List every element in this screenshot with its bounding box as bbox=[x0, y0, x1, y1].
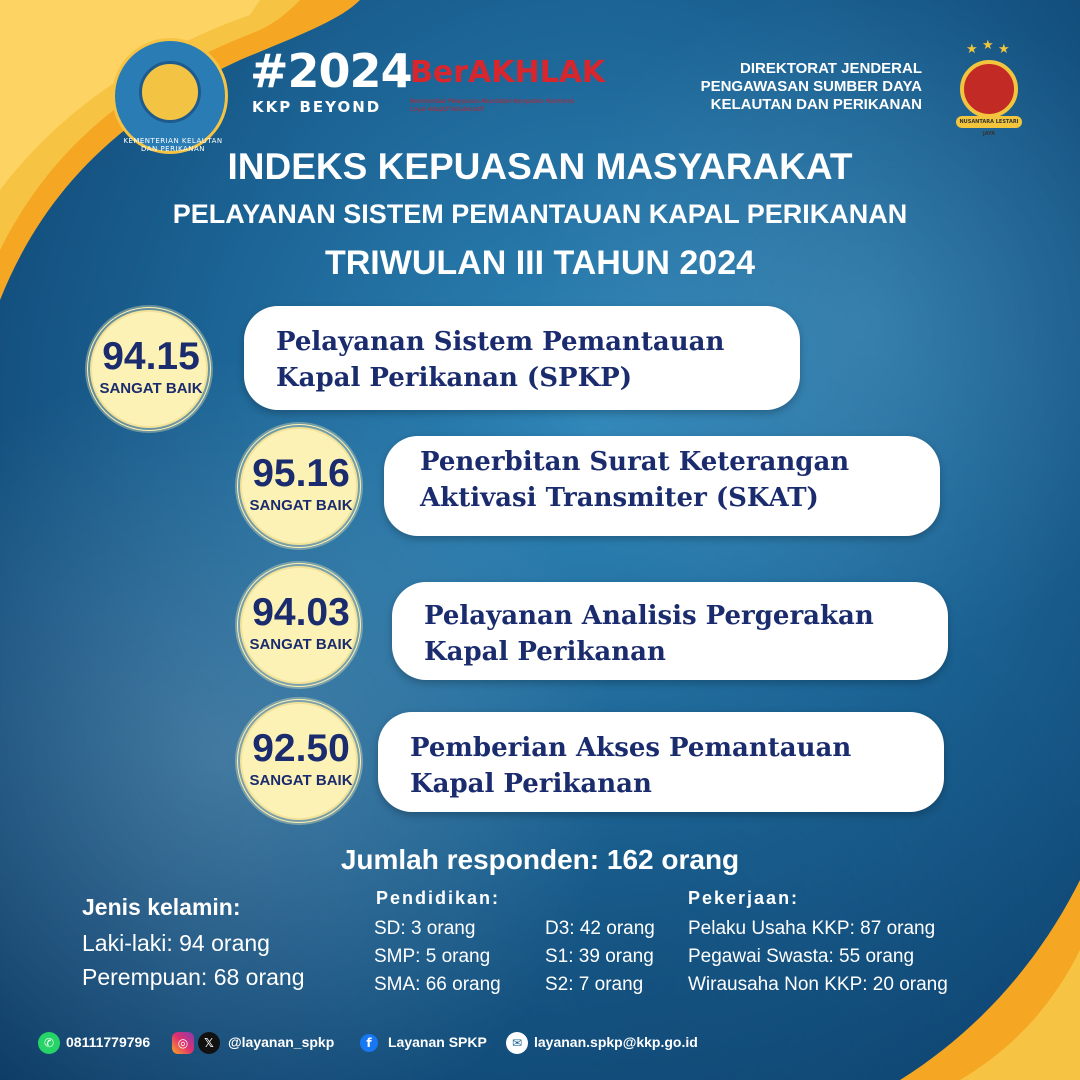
gender-item: Perempuan: 68 orang bbox=[82, 964, 305, 990]
period-title: TRIWULAN III TAHUN 2024 bbox=[324, 244, 756, 282]
score-value: 92.50 bbox=[252, 727, 350, 770]
score-value: 94.15 bbox=[102, 335, 200, 378]
service-name bbox=[410, 730, 851, 802]
kkp-logo-text: KEMENTERIAN KELAUTAN DAN PERIKANAN bbox=[123, 137, 223, 153]
social-handle[interactable]: @layanan_spkp bbox=[228, 1034, 335, 1050]
email-icon[interactable]: ✉ bbox=[506, 1032, 528, 1054]
email-address[interactable]: layanan.spkp@kkp.go.id bbox=[534, 1034, 698, 1050]
campaign-subtitle: KKP BEYOND bbox=[252, 98, 382, 116]
education-item: SMA: 66 orang bbox=[374, 974, 501, 995]
psdkp-emblem bbox=[948, 38, 1030, 137]
score-value: 94.03 bbox=[252, 591, 350, 634]
service-name bbox=[276, 324, 724, 396]
phone-number[interactable]: 08111779796 bbox=[66, 1034, 151, 1050]
ditjen-line-1: DIREKTORAT JENDERAL bbox=[740, 60, 922, 77]
berakhlak-logo: BerAKHLAK bbox=[410, 55, 606, 90]
occupation-item: Pelaku Usaha KKP: 87 orang bbox=[688, 918, 936, 939]
ditjen-line-2: PENGAWASAN SUMBER DAYA bbox=[700, 78, 922, 95]
ditjen-name bbox=[701, 60, 922, 114]
score-grade: SANGAT BAIK bbox=[249, 772, 353, 789]
service-name-line: Kapal Perikanan (SPKP) bbox=[276, 363, 633, 393]
education-item: SD: 3 orang bbox=[374, 918, 476, 939]
service-name-line: Aktivasi Transmiter (SKAT) bbox=[420, 483, 819, 513]
berakhlak-tagline: Berorientasi Pelayanan Akuntabel Kompeten Harmonis Loyal Adaptif Kolaboratif bbox=[410, 98, 575, 113]
emblem-motto: NUSANTARA LESTARI JAYA bbox=[956, 116, 1022, 128]
education-item: SMP: 5 orang bbox=[374, 946, 491, 967]
education-heading: Pendidikan: bbox=[376, 888, 501, 908]
facebook-icon[interactable]: f bbox=[360, 1034, 378, 1052]
education-item: S1: 39 orang bbox=[545, 946, 654, 967]
score-grade: SANGAT BAIK bbox=[249, 636, 353, 653]
service-name-line: Kapal Perikanan bbox=[410, 769, 652, 799]
education-item: S2: 7 orang bbox=[545, 974, 644, 995]
star-icon: ★ bbox=[982, 38, 994, 53]
score-badge bbox=[240, 427, 358, 545]
occupation-item: Pegawai Swasta: 55 orang bbox=[688, 946, 915, 967]
service-name bbox=[424, 598, 874, 670]
education-item: D3: 42 orang bbox=[545, 918, 655, 939]
respondent-count: Jumlah responden: 162 orang bbox=[340, 844, 740, 875]
page-subtitle: PELAYANAN SISTEM PEMANTAUAN KAPAL PERIKANAN bbox=[172, 199, 908, 229]
score-grade: SANGAT BAIK bbox=[249, 497, 353, 514]
occupation-item: Wirausaha Non KKP: 20 orang bbox=[688, 974, 948, 995]
whatsapp-icon[interactable]: ✆ bbox=[38, 1032, 60, 1054]
service-name bbox=[420, 444, 849, 516]
score-badge bbox=[240, 566, 358, 684]
x-icon[interactable]: 𝕏 bbox=[198, 1032, 220, 1054]
service-name-line: Kapal Perikanan bbox=[424, 637, 666, 667]
service-name-line: Pemberian Akses Pemantauan bbox=[410, 733, 852, 763]
service-name-line: Pelayanan Analisis Pergerakan bbox=[424, 601, 874, 631]
garuda-emblem-icon bbox=[139, 61, 201, 123]
service-name-line: Penerbitan Surat Keterangan bbox=[420, 447, 850, 477]
service-name-line: Pelayanan Sistem Pemantauan bbox=[276, 327, 725, 357]
page-title: INDEKS KEPUASAN MASYARAKAT bbox=[227, 146, 853, 187]
gender-heading: Jenis kelamin: bbox=[82, 894, 241, 920]
facebook-page[interactable]: Layanan SPKP bbox=[388, 1034, 487, 1050]
shield-icon bbox=[960, 60, 1018, 118]
score-grade: SANGAT BAIK bbox=[99, 380, 203, 397]
score-badge bbox=[90, 310, 208, 428]
gender-item: Laki-laki: 94 orang bbox=[82, 930, 270, 956]
campaign-tag: #2024 bbox=[250, 44, 412, 98]
ditjen-line-3: KELAUTAN DAN PERIKANAN bbox=[710, 96, 922, 113]
score-badge bbox=[240, 702, 358, 820]
score-value: 95.16 bbox=[252, 452, 350, 495]
instagram-icon[interactable]: ◎ bbox=[172, 1032, 194, 1054]
star-icon: ★ bbox=[998, 42, 1010, 57]
kkp-logo bbox=[112, 38, 228, 154]
star-icon: ★ bbox=[966, 42, 978, 57]
occupation-heading: Pekerjaan: bbox=[688, 888, 800, 908]
